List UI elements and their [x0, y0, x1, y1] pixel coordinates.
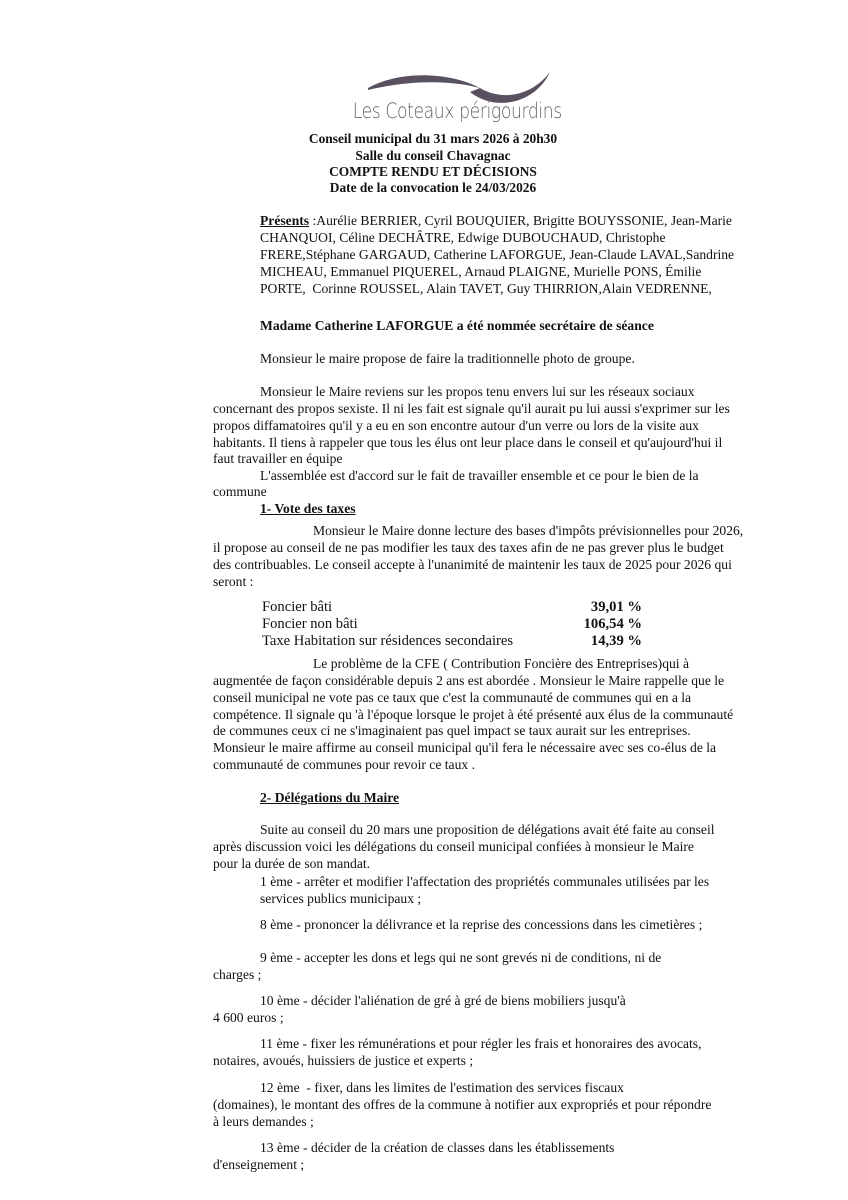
text-line: communauté de communes pour revoir ce taux . [213, 757, 475, 772]
attendees-line [260, 213, 732, 228]
text-line: notaires, avoués, huissiers de justice et experts ; [213, 1053, 474, 1068]
text-line: conseil municipal ne vote pas ce taux que c'est la communauté de communes qui en a la [213, 690, 692, 705]
attendees-names: :Aurélie BERRIER, Cyril BOUQUIER, Brigitte BOUYSSONIE, Jean-Marie [309, 213, 732, 228]
text-line: Monsieur le Maire donne lecture des bases d'impôts prévisionnelles pour 2026, [313, 523, 744, 538]
text-line: pour la durée de son mandat. [213, 856, 371, 871]
text-line: 10 ème - décider l'aliénation de gré à gré de biens mobiliers jusqu'à [260, 993, 626, 1008]
tax-row [262, 633, 642, 649]
text-line: commune [213, 484, 267, 499]
text-line: 1 ème - arrêter et modifier l'affectation des propriétés communales utilisées par les [260, 874, 710, 889]
text-line: (domaines), le montant des offres de la commune à notifier aux expropriés et pour répondre [213, 1097, 712, 1112]
text-line: 11 ème - fixer les rémunérations et pour régler les frais et honoraires des avocats, [260, 1036, 702, 1051]
tax-label: Foncier non bâti [262, 616, 358, 632]
section-heading-delegations: 2- Délégations du Maire [260, 790, 400, 805]
tax-label: Foncier bâti [262, 599, 333, 615]
text-line: 4 600 euros ; [213, 1010, 284, 1025]
text-line: il propose au conseil de ne pas modifier les taux des taxes afin de ne pas grever plus le budget [213, 540, 724, 555]
tax-row [262, 616, 642, 632]
attendees-line: CHANQUOI, Céline DECHÂTRE, Edwige DUBOUCHAUD, Christophe [260, 230, 666, 245]
text-line: habitants. Il tiens à rappeler que tous les élus ont leur place dans le conseil et qu'aujourd'hui il [213, 435, 723, 450]
text-line: après discussion voici les délégations du conseil municipal confiées à monsieur le Maire [213, 839, 694, 854]
text-line: Monsieur le maire propose de faire la traditionnelle photo de groupe. [260, 351, 635, 366]
text-line: Le problème de la CFE ( Contribution Foncière des Entreprises)qui à [313, 656, 689, 671]
text-line: concernant des propos sexiste. Il ni les fait est signale qu'il aurait pu lui aussi s'exprimer sur les [213, 401, 730, 416]
text-line: 13 ème - décider de la création de classes dans les établissements [260, 1140, 615, 1155]
text-line: Monsieur le Maire reviens sur les propos tenu envers lui sur les réseaux sociaux [260, 384, 695, 399]
text-line: augmentée de façon considérable depuis 2 ans est abordée . Monsieur le Maire rappelle que le [213, 673, 725, 688]
text-line: seront : [213, 574, 254, 589]
tax-rate: 106,54 % [583, 616, 642, 632]
tax-rate: 39,01 % [590, 599, 642, 615]
text-line: faut travailler en équipe [213, 451, 343, 466]
header-line: Conseil municipal du 31 mars 2026 à 20h30 [308, 131, 558, 146]
text-line: services publics municipaux ; [260, 891, 422, 906]
secretary-line: Madame Catherine LAFORGUE a été nommée secrétaire de séance [260, 318, 654, 333]
attendees-line: MICHEAU, Emmanuel PIQUEREL, Arnaud PLAIGNE, Murielle PONS, Émilie [260, 264, 702, 279]
text-line: Monsieur le maire affirme au conseil municipal qu'il fera le nécessaire avec ses co-élus de la [213, 740, 717, 755]
logo-text: Les Coteaux périgourdins [352, 99, 562, 123]
text-line: L'assemblée est d'accord sur le fait de travailler ensemble et ce pour le bien de la [260, 468, 699, 483]
text-line: propos diffamatoires qu'il y a eu en son encontre autour d'un verre ou lors de la visite aux [213, 418, 699, 433]
header-line: COMPTE RENDU ET DÉCISIONS [329, 164, 537, 179]
text-line: des contribuables. Le conseil accepte à l'unanimité de maintenir les taux de 2025 pour 2026 qui [213, 557, 732, 572]
section-heading-taxes: 1- Vote des taxes [260, 501, 356, 516]
text-line: 12 ème - fixer, dans les limites de l'estimation des services fiscaux [260, 1080, 624, 1095]
text-line: 8 ème - prononcer la délivrance et la reprise des concessions dans les cimetières ; [260, 917, 703, 932]
text-line: d'enseignement ; [213, 1157, 305, 1172]
tax-label: Taxe Habitation sur résidences secondaires [262, 633, 514, 649]
text-line: charges ; [213, 967, 262, 982]
attendees-line: PORTE, Corinne ROUSSEL, Alain TAVET, Guy THIRRION,Alain VEDRENNE, [260, 281, 712, 296]
text-line: à leurs demandes ; [213, 1114, 314, 1129]
text-line: 9 ème - accepter les dons et legs qui ne sont grevés ni de conditions, ni de [260, 950, 662, 965]
text-line: de communes ceux ci ne s'imaginaient pas quel impact se taux aurait sur les entreprises. [213, 723, 691, 738]
tax-rate: 14,39 % [590, 633, 642, 649]
text-line: compétence. Il signale qu 'à l'époque lorsque le projet à été présenté aux élus de la communauté [213, 707, 734, 722]
text-line: Suite au conseil du 20 mars une proposition de délégations avait été faite au conseil [260, 822, 715, 837]
attendees-label: Présents [260, 213, 310, 228]
tax-row [262, 599, 642, 615]
header-line: Salle du conseil Chavagnac [355, 148, 511, 163]
header-line: Date de la convocation le 24/03/2026 [329, 180, 537, 195]
attendees-line: FRERE,Stéphane GARGAUD, Catherine LAFORGUE, Jean-Claude LAVAL,Sandrine [260, 247, 735, 262]
